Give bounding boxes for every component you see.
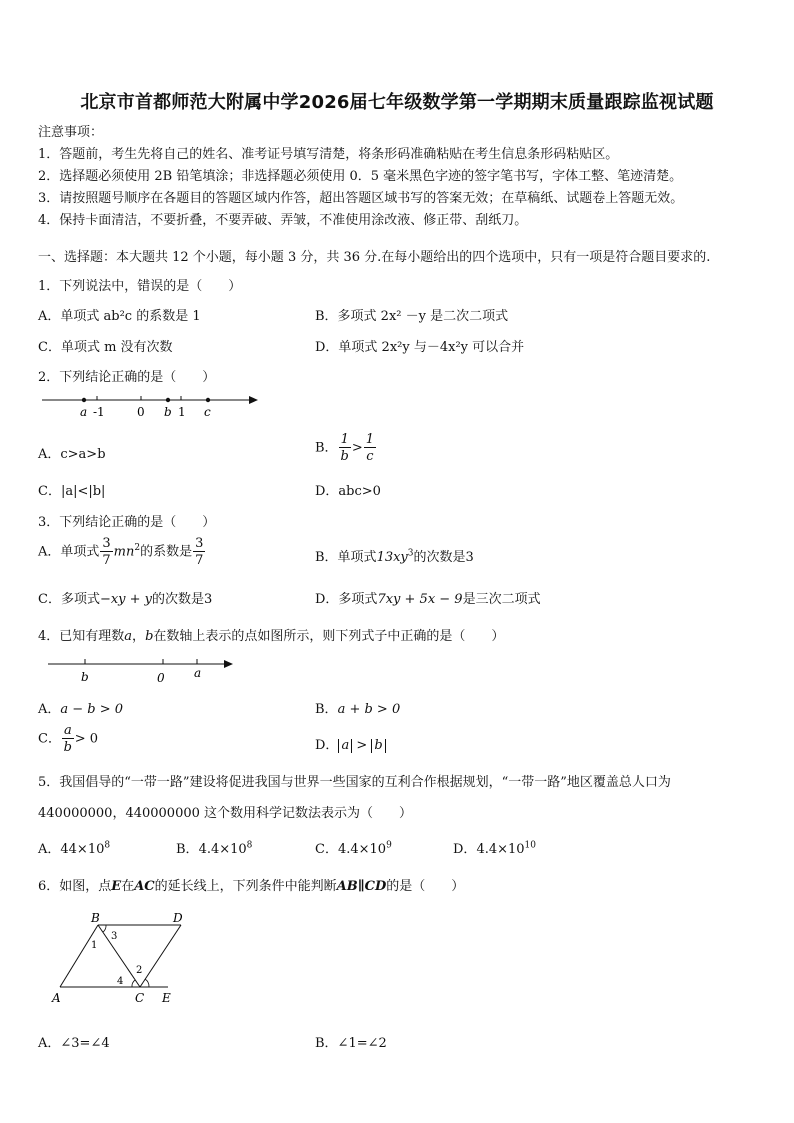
notice-item-3: 3．请按照题号顺序在各题目的答题区域内作答，超出答题区域书写的答案无效；在草稿纸、试题卷上答题无效。 <box>38 191 684 206</box>
q4-d-left: a <box>338 739 352 753</box>
q3-b-exp: 3 <box>407 548 414 559</box>
q4-label-0: 0 <box>157 671 165 685</box>
q4-c-frac <box>62 724 74 754</box>
q2-stem: 2．下列结论正确的是（ ） <box>38 370 216 385</box>
q3-option-a <box>38 537 206 567</box>
q6-stem-a: 6．如图，点 <box>38 879 112 894</box>
section-heading: 一、选择题：本大题共 12 个小题，每小题 3 分，共 36 分.在每小题给出的四个选项中，只有一项是符合题目要求的. <box>38 250 711 265</box>
q1-option-c: C．单项式 m 没有次数 <box>38 340 173 355</box>
q3-a-var: mn <box>113 544 135 560</box>
q6-stem <box>38 875 464 894</box>
q6-point-e-text: E <box>111 879 122 894</box>
q2-option-b-frac1 <box>339 433 351 463</box>
q2-b-num1: 1 <box>340 432 349 447</box>
q3-b-val: 3 <box>465 550 474 565</box>
q6-line-ab <box>60 925 98 987</box>
q4-label-b: b <box>81 670 89 684</box>
q5-d-prefix: D． <box>453 842 477 857</box>
q4-a-expr: a − b > 0 <box>60 702 124 717</box>
q4-var-b: b <box>145 629 154 644</box>
q5-b-exp: 8 <box>246 840 253 851</box>
q4-b-expr: a + b > 0 <box>337 702 401 717</box>
q4-stem <box>38 625 504 644</box>
q3-stem: 3．下列结论正确的是（ ） <box>38 515 216 530</box>
notice-item-4: 4．保持卡面清洁，不要折叠，不要弄破、弄皱，不准使用涂改液、修正带、刮纸刀。 <box>38 213 528 228</box>
q4-d-op: > <box>356 738 368 753</box>
q3-b-prefix: B．单项式 <box>315 550 377 565</box>
q4-label-a: a <box>194 666 202 680</box>
q4-axis-arrow <box>224 660 233 668</box>
q3-c-val: 3 <box>204 592 213 607</box>
page-title: 北京市首都师范大附属中学2026届七年级数学第一学期期末质量跟踪监视试题 <box>80 92 714 113</box>
q4-stem-b: ， <box>132 629 146 644</box>
notice-item-1: 1．答题前，考生先将自己的姓名、准考证号填写清楚，将条形码准确粘贴在考生信息条形码粘贴区。 <box>38 147 619 162</box>
q6-label-e: E <box>162 991 171 1005</box>
q4-c-num: a <box>63 723 72 738</box>
q2-label-a: a <box>80 405 88 419</box>
q2-option-a: A．c>a>b <box>38 447 106 462</box>
q6-segment-ac-text: AC <box>134 879 155 894</box>
q2-axis-arrow <box>249 396 258 404</box>
q5-stem-line1: 5．我国倡导的“一带一路”建设将促进我国与世界一些国家的互利合作根据规划，“一带一路”地区覆盖总人口为 <box>38 775 671 790</box>
q4-option-b <box>315 698 400 717</box>
q6-stem-c: 的延长线上，下列条件中能判断 <box>154 879 337 894</box>
q3-a-frac <box>100 537 112 567</box>
q2-point-c <box>206 398 210 402</box>
q4-c-rest: > 0 <box>74 731 99 747</box>
q5-option-d <box>453 838 536 857</box>
q3-c-suffix: 的次数是 <box>152 592 205 607</box>
q2-b-den2: c <box>366 449 374 464</box>
q3-a-den2: 7 <box>195 553 204 568</box>
q6-line-cd <box>140 925 181 987</box>
q6-figure <box>48 908 198 1008</box>
q1-stem: 1．下列说法中，错误的是（ ） <box>38 279 242 294</box>
q5-c-base: 4.4×10 <box>337 842 387 857</box>
q5-b-base: 4.4×10 <box>198 842 247 857</box>
q3-c-prefix: C．多项式 <box>38 592 100 607</box>
q5-c-exp: 9 <box>386 840 392 851</box>
q1-option-b: B．多项式 2x² －y 是二次二项式 <box>315 309 509 324</box>
q4-stem-c: 在数轴上表示的点如图所示，则下列式子中正确的是（ ） <box>153 629 505 644</box>
q3-a-num: 3 <box>102 536 111 551</box>
q3-option-b <box>315 546 474 565</box>
q3-option-d <box>315 588 541 607</box>
q3-a-num2: 3 <box>195 536 204 551</box>
q6-stem-b: 在 <box>121 879 135 894</box>
q4-d-right: b <box>371 739 385 753</box>
q6-parallel-text: AB∥CD <box>336 879 387 894</box>
q4-c-prefix: C． <box>38 731 61 747</box>
q5-d-exp: 10 <box>524 840 536 851</box>
q2-option-b <box>315 433 377 463</box>
notice-heading: 注意事项： <box>38 125 104 140</box>
q6-angle-4-label: 4 <box>117 976 124 987</box>
q3-a-exp: 2 <box>134 543 141 554</box>
q2-label-0: 0 <box>137 405 145 419</box>
q3-a-frac2 <box>193 537 205 567</box>
q4-a-prefix: A． <box>38 702 61 717</box>
q5-d-base: 4.4×10 <box>476 842 525 857</box>
q2-number-line <box>38 390 263 420</box>
q5-option-a <box>38 838 110 857</box>
q2-b-num2: 1 <box>365 432 375 447</box>
q2-b-op: > <box>351 440 363 456</box>
q5-b-prefix: B． <box>176 842 199 857</box>
q2-b-den1: b <box>340 449 349 464</box>
q3-c-expr: −xy + y <box>99 592 153 607</box>
q5-a-prefix: A． <box>38 842 61 857</box>
q3-b-suffix: 的次数是 <box>413 550 466 565</box>
q6-label-a: A <box>52 991 61 1005</box>
q3-d-prefix: D．多项式 <box>315 592 378 607</box>
q6-option-b: B．∠1=∠2 <box>315 1036 387 1051</box>
q4-c-den: b <box>63 740 72 755</box>
q2-label-b: b <box>164 405 172 419</box>
q6-angle-4-arc <box>132 980 135 987</box>
q4-number-line <box>46 655 241 685</box>
q6-label-d: D <box>173 911 183 925</box>
q4-stem-a: 4．已知有理数 <box>38 629 125 644</box>
q4-option-c <box>38 724 98 754</box>
q6-angle-3-label: 3 <box>111 931 118 942</box>
q5-option-b <box>176 838 252 857</box>
q2-option-c: C．|a|<|b| <box>38 484 106 499</box>
q4-option-d <box>315 734 386 753</box>
q6-stem-d: 的是（ ） <box>386 879 465 894</box>
q3-d-expr: 7xy + 5x − 9 <box>377 592 463 607</box>
q2-label-neg1: -1 <box>93 405 105 419</box>
q5-c-prefix: C． <box>315 842 338 857</box>
q4-b-prefix: B． <box>315 702 338 717</box>
q6-option-a: A．∠3=∠4 <box>38 1036 110 1051</box>
q2-option-b-frac2 <box>364 433 376 463</box>
q1-option-d: D．单项式 2x²y 与－4x²y 可以合并 <box>315 340 525 355</box>
q2-label-1: 1 <box>178 405 186 419</box>
q2-label-c: c <box>204 405 211 419</box>
q6-label-c: C <box>135 991 145 1005</box>
q5-a-exp: 8 <box>104 840 111 851</box>
q3-a-prefix: A．单项式 <box>38 544 100 560</box>
q6-angle-1-label: 1 <box>91 940 98 951</box>
q3-b-expr: 13xy <box>376 550 408 565</box>
q6-label-b: B <box>91 911 100 925</box>
q4-d-prefix: D． <box>315 738 339 753</box>
q2-point-b <box>166 398 170 402</box>
q3-a-den: 7 <box>102 553 111 568</box>
q4-option-a <box>38 698 123 717</box>
q6-angle-3-arc <box>103 925 106 932</box>
q5-stem-line2: 440000000，440000000 这个数用科学记数法表示为（ ） <box>38 806 413 821</box>
q1-option-a: A．单项式 ab²c 的系数是 1 <box>38 309 201 324</box>
q3-d-suffix: 是三次二项式 <box>462 592 541 607</box>
q2-option-d: D．abc>0 <box>315 484 381 499</box>
q5-a-base: 44×10 <box>60 842 105 857</box>
q4-var-a: a <box>124 629 133 644</box>
q6-angle-2-arc <box>145 979 149 987</box>
q3-a-mid: 的系数是 <box>140 544 193 560</box>
q6-angle-2-label: 2 <box>136 965 143 976</box>
q3-option-c <box>38 588 212 607</box>
notice-item-2: 2．选择题必须使用 2B 铅笔填涂；非选择题必须使用 0．5 毫米黑色字迹的签字笔书写，字体工整、笔迹清楚。 <box>38 169 683 184</box>
q2-point-a <box>82 398 86 402</box>
q5-option-c <box>315 838 392 857</box>
q2-option-b-prefix: B． <box>315 440 338 456</box>
